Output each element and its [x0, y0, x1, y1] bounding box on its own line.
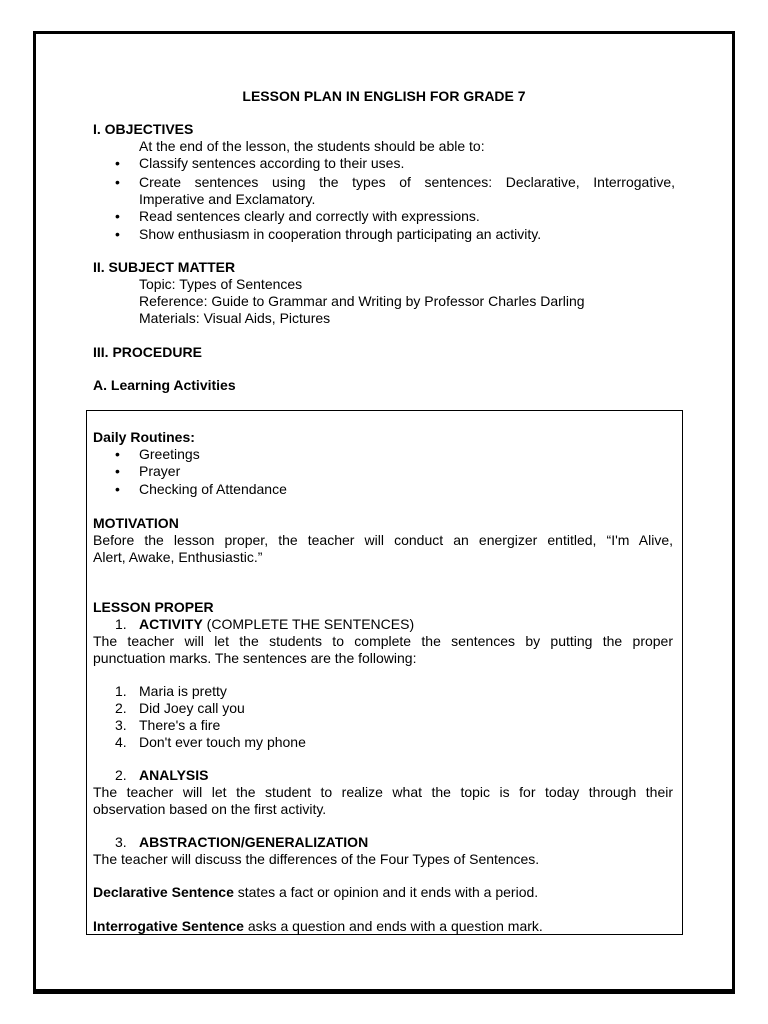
bullet-icon: •: [115, 481, 120, 497]
interrogative-definition: Interrogative Sentence asks a question and ends with a question mark.: [93, 918, 543, 934]
objective-item: • Read sentences clearly and correctly with expressions.: [115, 208, 480, 224]
abstraction-heading: 3. ABSTRACTION/GENERALIZATION: [115, 834, 369, 850]
analysis-text-line: The teacher will let the student to realize what the topic is for today through their: [93, 784, 673, 800]
motivation-text-line: Before the lesson proper, the teacher will conduct an energizer entitled, “I'm Alive,: [93, 532, 673, 548]
bullet-icon: •: [115, 155, 120, 171]
analysis-heading: 2. ANALYSIS: [115, 767, 209, 783]
declarative-definition: Declarative Sentence states a fact or opinion and it ends with a period.: [93, 884, 539, 900]
motivation-text-line: Alert, Awake, Enthusiastic.”: [93, 549, 263, 565]
abstraction-text: The teacher will discuss the differences of the Four Types of Sentences.: [93, 851, 540, 867]
sentence-item: 1. Maria is pretty: [115, 683, 227, 699]
activity-text-line: punctuation marks. The sentences are the following:: [93, 650, 417, 666]
bullet-icon: •: [115, 174, 120, 190]
analysis-text-line: observation based on the first activity.: [93, 801, 327, 817]
sentence-item: 3. There's a fire: [115, 717, 221, 733]
document-title: LESSON PLAN IN ENGLISH FOR GRADE 7: [242, 88, 526, 104]
lesson-proper-heading: LESSON PROPER: [93, 599, 214, 615]
subject-matter-heading: II. SUBJECT MATTER: [93, 259, 236, 275]
subject-materials: Materials: Visual Aids, Pictures: [139, 310, 331, 326]
bullet-icon: •: [115, 226, 120, 242]
procedure-heading: III. PROCEDURE: [93, 344, 202, 360]
objective-item: • Create sentences using the types of sentences: Declarative, Interrogative,: [115, 174, 675, 190]
bullet-icon: •: [115, 208, 120, 224]
objectives-intro: At the end of the lesson, the students should be able to:: [139, 138, 485, 154]
subject-reference: Reference: Guide to Grammar and Writing by Professor Charles Darling: [139, 293, 585, 309]
subject-topic: Topic: Types of Sentences: [139, 276, 303, 292]
activity-text-line: The teacher will let the students to complete the sentences by putting the proper: [93, 633, 673, 649]
routine-item: • Checking of Attendance: [115, 481, 287, 497]
activity-heading: 1. ACTIVITY (COMPLETE THE SENTENCES): [115, 616, 415, 632]
motivation-heading: MOTIVATION: [93, 515, 179, 531]
bullet-icon: •: [115, 463, 120, 479]
objective-item-continued: Imperative and Exclamatory.: [139, 191, 316, 207]
objective-item: • Classify sentences according to their uses.: [115, 155, 405, 171]
learning-activities-heading: A. Learning Activities: [93, 377, 236, 393]
sentence-item: 4. Don't ever touch my phone: [115, 734, 306, 750]
objective-item: • Show enthusiasm in cooperation through participating an activity.: [115, 226, 542, 242]
routine-item: • Greetings: [115, 446, 200, 462]
daily-routines-heading: Daily Routines:: [93, 429, 195, 445]
sentence-item: 2. Did Joey call you: [115, 700, 245, 716]
bullet-icon: •: [115, 446, 120, 462]
routine-item: • Prayer: [115, 463, 181, 479]
objectives-heading: I. OBJECTIVES: [93, 121, 194, 137]
